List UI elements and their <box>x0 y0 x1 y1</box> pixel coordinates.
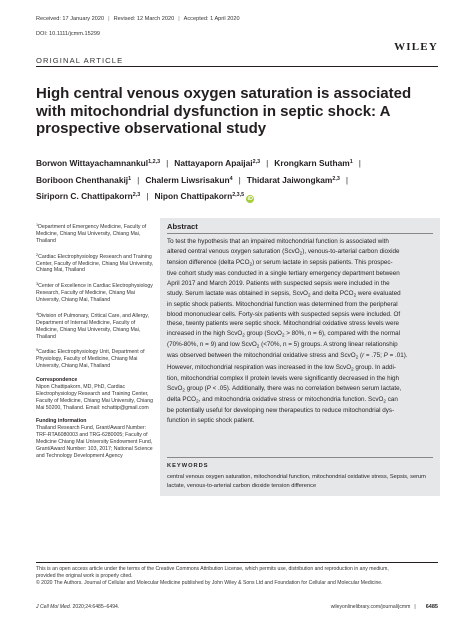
author-affiliation-marks: 2,3,5 <box>232 192 245 198</box>
header-divider <box>36 66 438 67</box>
keywords-text: central venous oxygen saturation, mitochondrial function, mitochondrial oxidative stress, Sepsis, serum lactate, venous-to-arterial carbon dioxide tension difference <box>167 474 426 489</box>
author-affiliation-marks: 2,3 <box>252 159 261 165</box>
author-separator: | <box>166 158 169 168</box>
article-type: ORIGINAL ARTICLE <box>36 56 124 65</box>
funding-section <box>36 418 154 459</box>
date-separator: | <box>178 16 180 22</box>
affiliation-mark: 3 <box>36 282 39 287</box>
author-line <box>36 155 440 172</box>
author-separator: | <box>146 191 149 201</box>
author-name: Chalerm Liwsrisakun <box>145 174 230 185</box>
doi[interactable]: DOI: 10.1111/jcmm.15299 <box>36 31 101 37</box>
affiliation-text: Department of Emergency Medicine, Faculty of Medicine, Chiang Mai University, Chiang Mai, Thailand <box>36 224 147 244</box>
correspondence-text: Nipon Chattipakorn, MD, PhD, Cardiac Electrophysiology Research and Training Center, Faculty of Medicine, Chiang Mai University, Chiang Mai 50200, Thailand. Email: nchattip@gmail.com <box>36 383 153 411</box>
author-line <box>36 172 440 189</box>
author-separator: | <box>238 174 241 185</box>
author-affiliation-marks: 2,3 <box>132 192 141 198</box>
author-name: Nipon Chattipakorn <box>154 191 233 201</box>
citation <box>36 604 119 610</box>
abstract-heading: Abstract <box>167 222 198 231</box>
affiliation <box>36 281 154 304</box>
author-name: Siriporn C. Chattipakorn <box>36 191 133 201</box>
correspondence-heading: Correspondence <box>36 376 78 383</box>
footer-separator: | <box>414 604 416 610</box>
date-separator: | <box>108 16 110 22</box>
revised-date: Revised: 12 March 2020 <box>113 16 175 22</box>
abstract-divider <box>167 233 433 234</box>
author-name: Krongkarn Sutham <box>274 158 350 168</box>
affiliation-mark: 2 <box>36 252 39 257</box>
orcid-icon[interactable]: iD <box>247 196 253 202</box>
publisher-logo: WILEY <box>394 41 438 53</box>
affiliation-text: Division of Pulmonary, Critical Care, and Allergy, Department of Internal Medicine, Faculty of Medicine, Chiang Mai University, Chiang Mai, Thailand <box>36 312 149 340</box>
author-name: Boriboon Chenthanakij <box>36 174 129 185</box>
article-title: High central venous oxygen saturation is associated with mitochondrial dysfunction in septic shock: A prospective observational study <box>36 85 412 137</box>
footer-divider <box>36 562 438 563</box>
author-affiliation-marks: 1 <box>128 175 132 182</box>
affiliation-text: Cardiac Electrophysiology Unit, Department of Physiology, Faculty of Medicine, Chiang Mai University, Chiang Mai, Thailand <box>36 349 145 370</box>
author-affiliation-marks: 1,2,3 <box>148 159 161 165</box>
footer-right <box>331 604 438 610</box>
funding-text: Thailand Research Fund, Grant/Award Number: TRF-RTA6080003 and TRG-6280005; Faculty of Medicine Chiang Mai University Endowment Fund, Grant/Award Number: 103, 2017; National Science and Technology Development Agency <box>36 425 153 460</box>
author-separator: | <box>345 174 349 185</box>
abstract-box <box>160 218 440 496</box>
author-name: Thidarat Jaiwongkam <box>246 174 333 185</box>
page-number: 6485 <box>425 604 438 610</box>
journal-url[interactable]: wileyonlinelibrary.com/journal/jcmm <box>330 604 411 610</box>
citation-details: 2020;24:6485–6494. <box>72 604 120 610</box>
author-affiliation-marks: 1 <box>349 159 353 165</box>
accepted-date: Accepted: 1 April 2020 <box>183 16 240 22</box>
license-line: provided the original work is properly cited. <box>36 573 133 580</box>
keywords-heading: KEYWORDS <box>167 463 209 469</box>
affiliations-column <box>36 222 154 460</box>
author-affiliation-marks: 4 <box>229 175 233 182</box>
affiliation <box>36 252 154 275</box>
received-date: Received: 17 January 2020 <box>36 16 105 22</box>
affiliation <box>36 311 154 341</box>
author-separator: | <box>266 158 269 168</box>
author-affiliation-marks: 2,3 <box>332 175 340 182</box>
author-name: Borwon Wittayachamnankul <box>36 158 149 168</box>
license-statement <box>36 566 440 587</box>
affiliation-text: Cardiac Electrophysiology Research and Training Center, Faculty of Medicine, Chiang Mai University, Chiang Mai, Thailand <box>36 253 154 274</box>
funding-heading: Funding information <box>36 418 87 425</box>
affiliation-mark: 1 <box>36 223 39 227</box>
abstract-text: To test the hypothesis that an impaired mitochondrial function is associated with altered central venous oxygen saturation (ScvO$_2$), venous-to-arterial carbon dioxide tension difference (delta $PCO_2$) or serum lactate in sepsis patients. This prospec- tive cohort study was conducted in a single tertiary emergency department between April 2017 and March 2019. Patients with suspected sepsis were included in the study. Serum lactate was obtained in sepsis, ScvO$_2$ and delta $PCO_2$ were evaluated in septic shock patients. Mitochondrial function was determined from the peripheral blood mononuclear cells. Forty-six patients with suspected sepsis were included. Of these, twenty patients were septic shock. Mitochondrial oxidative stress levels were increased in the high ScvO$_2$ group (ScvO$_2$ > 80%, n = 6), compared with the normal (70%-80%, n = 9) and low ScvO$_2$ (<70%, n = 5) groups. A strong linear relationship was observed between the mitochondrial oxidative stress and ScvO$_2$ (r = .75; P = .01). However, mitochondrial respiration was increased in the low ScvO$_2$ group. In addi- tion, mitochondrial complex II protein levels were significantly decreased in the high ScvO$_2$ group (P < .05). Additionally, there was no correlation between serum lactate, delta $PCO_2$, and mitochondria oxidative stress or mitochondria function. ScvO$_2$ can be potentially useful for developing new therapeutics to reduce mitochondrial dys- function in septic shock patient. <box>167 238 408 424</box>
affiliation-text: Center of Excellence in Cardiac Electrophysiology Research, Faculty of Medicine, Chiang Mai University, Chiang Mai, Thailand <box>36 283 153 304</box>
affiliation <box>36 347 154 370</box>
keywords-divider <box>167 457 433 458</box>
affiliation-mark: 4 <box>36 311 39 316</box>
author-name: Nattayaporn Apaijai <box>174 158 253 168</box>
publication-dates <box>36 16 438 22</box>
affiliation <box>36 222 154 245</box>
author-separator: | <box>137 174 140 185</box>
journal-abbrev: J Cell Mol Med. <box>36 604 72 610</box>
license-line: This is an open access article under the terms of the Creative Commons Attribution License, which permits use, distribution and reproduction in any medium, <box>36 566 389 572</box>
author-separator: | <box>358 158 361 168</box>
copyright-line: © 2020 The Authors. Journal of Cellular and Molecular Medicine published by John Wiley & Sons Ltd and Foundation for Cellular and Molecular Medicine. <box>36 580 383 587</box>
author-list <box>36 155 440 205</box>
correspondence-section <box>36 377 154 412</box>
author-line <box>36 188 440 205</box>
affiliation-mark: 5 <box>36 348 39 353</box>
